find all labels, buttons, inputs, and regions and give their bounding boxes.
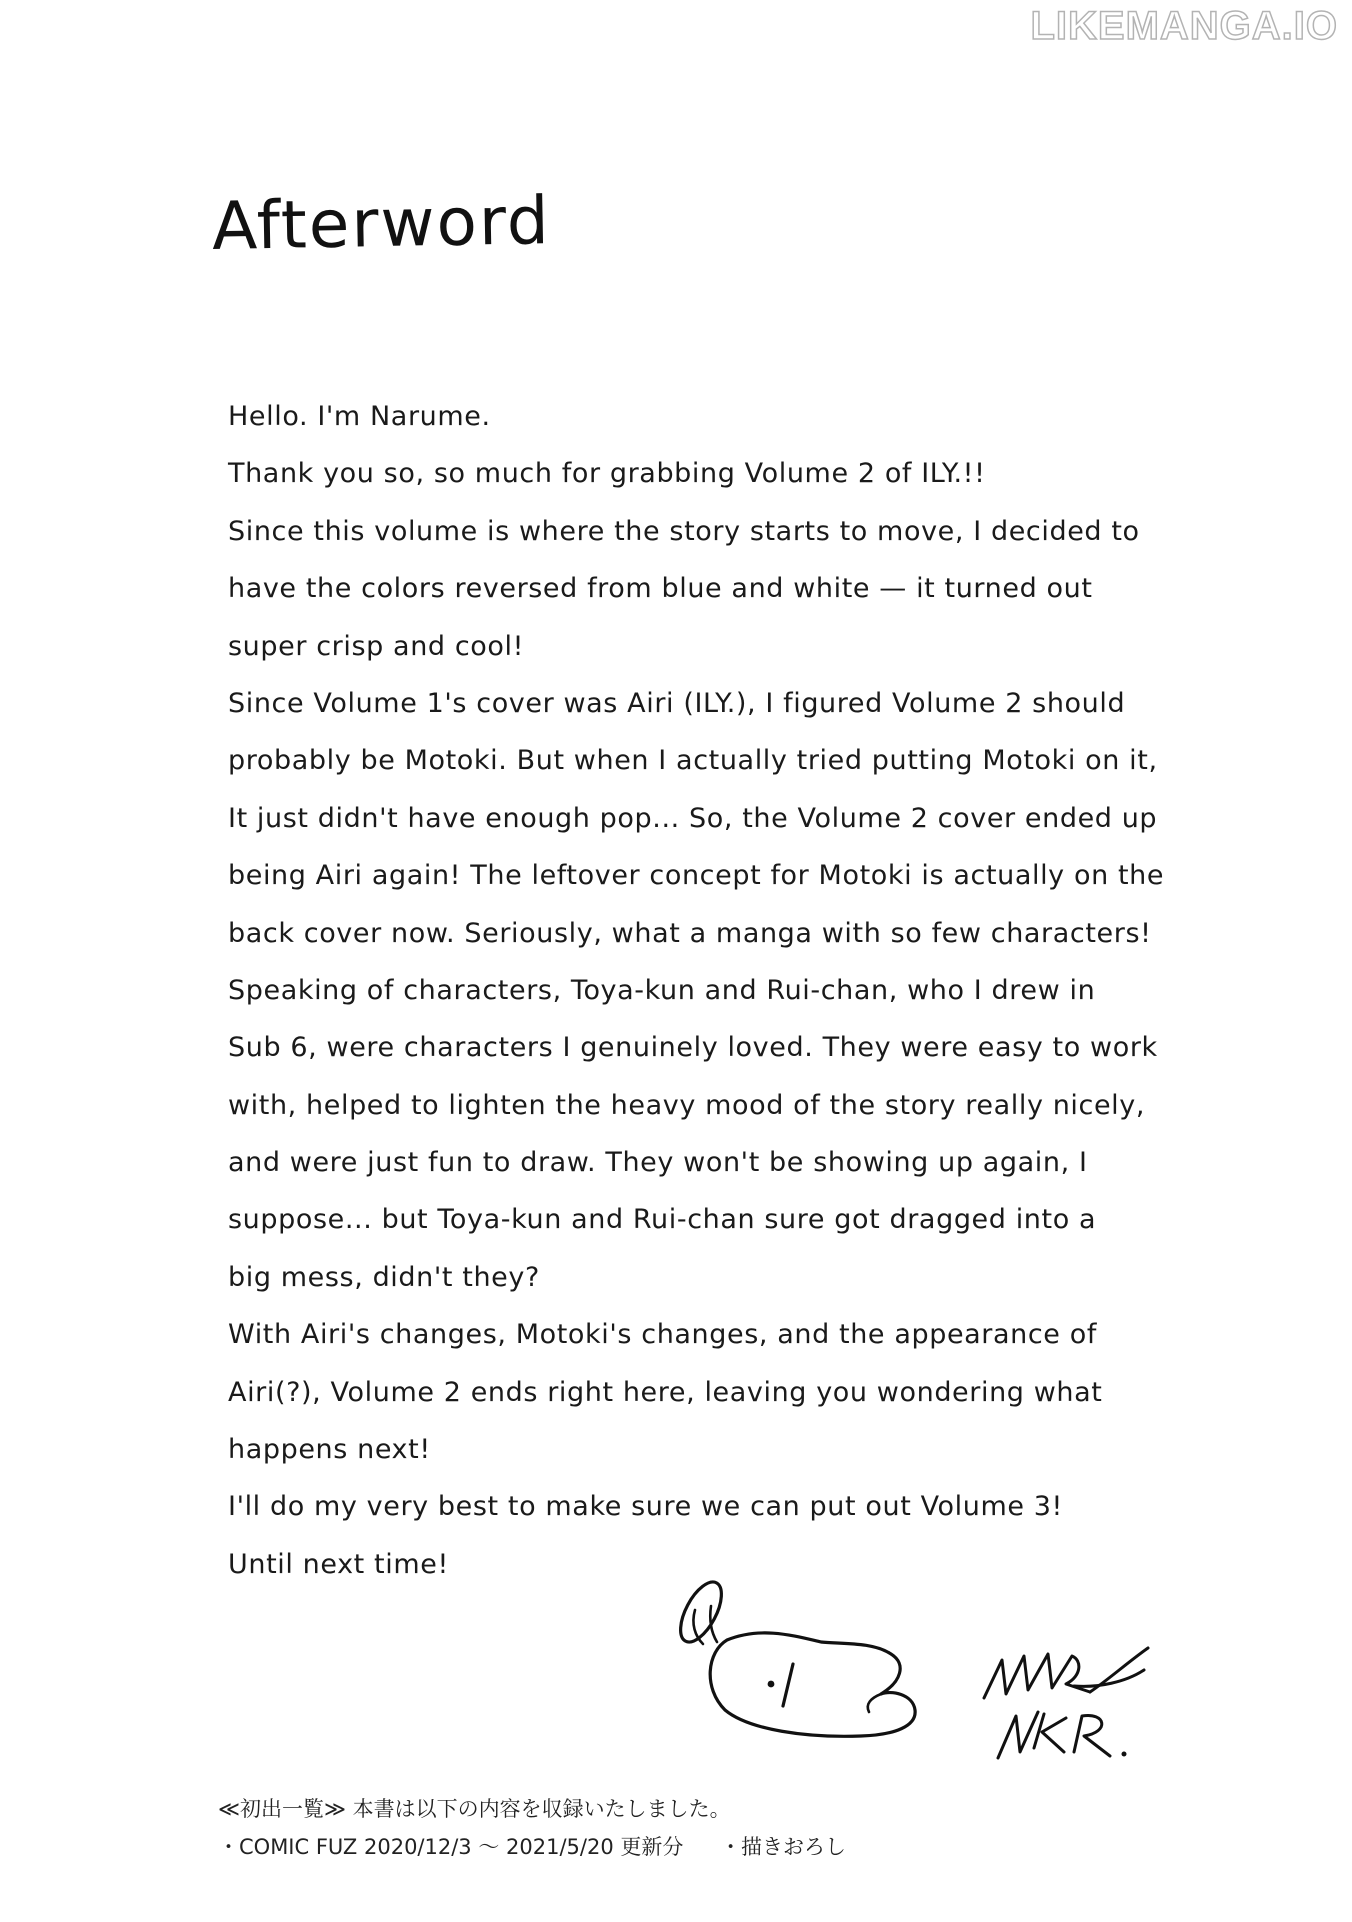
body-line: Hello. I'm Narume. xyxy=(228,401,491,432)
body-line: Thank you so, so much for grabbing Volume 2 of ILY.!! xyxy=(228,458,986,490)
footer-extra: ・描きおろし xyxy=(720,1835,847,1859)
body-line: Sub 6, were characters I genuinely loved. They were easy to work xyxy=(228,1032,1158,1064)
footer-details xyxy=(218,1828,846,1866)
body-line: and were just fun to draw. They won't be showing up again, I xyxy=(228,1147,1088,1179)
body-line: I'll do my very best to make sure we can put out Volume 3! xyxy=(228,1491,1063,1523)
body-line: being Airi again! The leftover concept for Motoki is actually on the xyxy=(228,860,1165,892)
publication-info xyxy=(218,1790,846,1866)
body-line: have the colors reversed from blue and white — it turned out xyxy=(228,573,1093,605)
page-title: Afterword xyxy=(211,182,552,265)
author-doodle-icon xyxy=(665,1570,935,1740)
signature-text: NRM NKR. xyxy=(978,1640,984,1641)
body-line: super crisp and cool! xyxy=(228,630,525,662)
body-line: suppose... but Toya-kun and Rui-chan sure got dragged into a xyxy=(228,1204,1097,1236)
body-line: with, helped to lighten the heavy mood of the story really nicely, xyxy=(228,1089,1146,1121)
body-line: probably be Motoki. But when I actually tried putting Motoki on it, xyxy=(228,745,1158,777)
body-line: Until next time! xyxy=(228,1548,449,1580)
author-signature xyxy=(978,1640,1158,1765)
footer-heading: ≪初出一覧≫ 本書は以下の内容を収録いたしました。 xyxy=(218,1797,731,1821)
body-line: Airi(?), Volume 2 ends right here, leaving you wondering what xyxy=(228,1376,1103,1408)
body-line: Speaking of characters, Toya-kun and Rui-chan, who I drew in xyxy=(228,974,1096,1006)
afterword-body xyxy=(228,388,1168,1593)
body-line: Since Volume 1's cover was Airi (ILY.), I figured Volume 2 should xyxy=(228,687,1126,719)
body-line: big mess, didn't they? xyxy=(228,1261,540,1293)
body-line: happens next! xyxy=(228,1434,431,1466)
body-line: With Airi's changes, Motoki's changes, and the appearance of xyxy=(228,1319,1097,1351)
body-line: back cover now. Seriously, what a manga with so few characters! xyxy=(228,917,1152,949)
body-line: It just didn't have enough pop... So, the Volume 2 cover ended up xyxy=(228,802,1158,834)
body-line: Since this volume is where the story starts to move, I decided to xyxy=(228,515,1140,547)
footer-source: ・COMIC FUZ 2020/12/3 〜 2021/5/20 更新分 xyxy=(218,1835,684,1859)
watermark: LIKEMANGA.IO xyxy=(1030,4,1338,48)
